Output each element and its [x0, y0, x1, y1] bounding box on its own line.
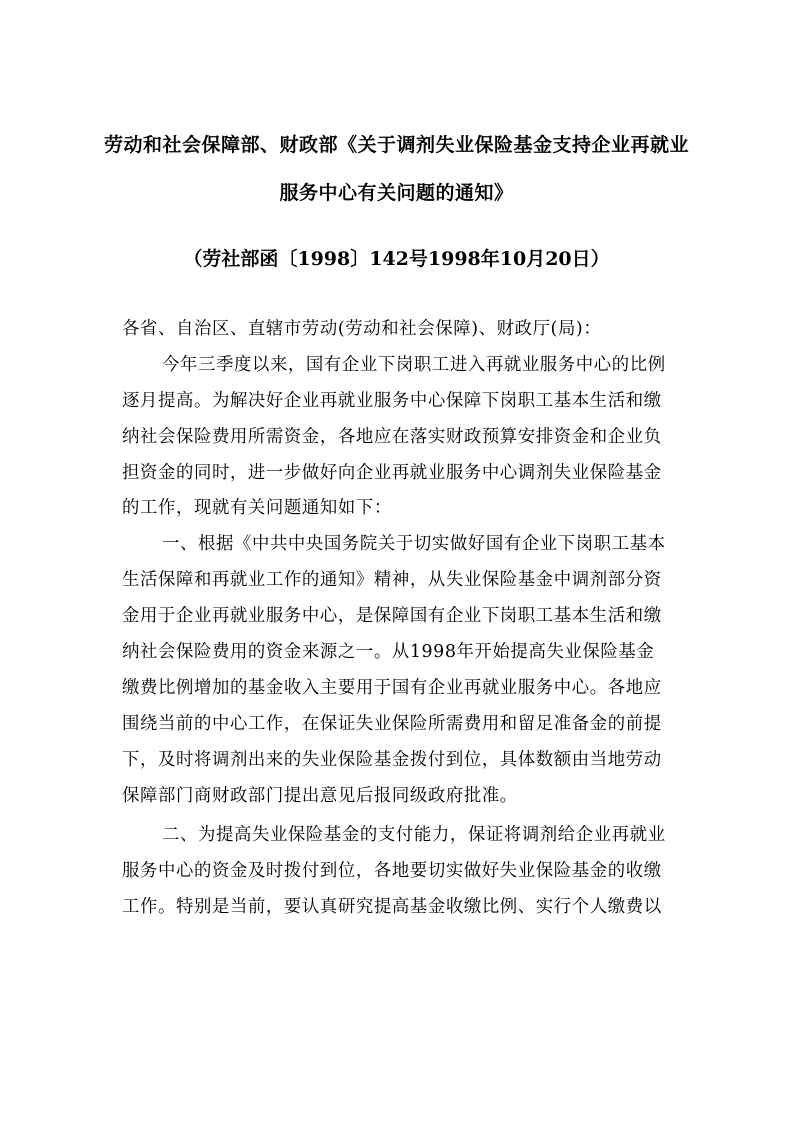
document-subtitle: （劳社部函〔1998〕142号1998年10月20日）: [183, 248, 610, 270]
paragraph-line: 下，及时将调剂出来的失业保险基金拨付到位，具体数额由当地劳动: [122, 749, 662, 770]
paragraph-line: 一、根据《中共中央国务院关于切实做好国有企业下岗职工基本: [162, 534, 666, 555]
paragraph-line: 逐月提高。为解决好企业再就业服务中心保障下岗职工基本生活和缴: [122, 390, 662, 411]
paragraph-line: 工作。特别是当前，要认真研究提高基金收缴比例、实行个人缴费以: [122, 897, 662, 918]
paragraph-line: 今年三季度以来，国有企业下岗职工进入再就业服务中心的比例: [162, 354, 666, 375]
paragraph-line: 生活保障和再就业工作的通知》精神，从失业保险基金中调剂部分资: [122, 570, 662, 591]
paragraph-1: [122, 348, 682, 527]
paragraph-line: 担资金的同时，进一步做好向企业再就业服务中心调剂失业保险基金: [122, 462, 662, 483]
document-body: [122, 312, 682, 926]
paragraph-line: 的工作，现就有关问题通知如下：: [122, 498, 392, 519]
salutation: 各省、自治区、直辖市劳动(劳动和社会保障)、财政厅(局)：: [122, 319, 602, 339]
paragraph-line: 缴费比例增加的基金收入主要用于国有企业再就业服务中心。各地应: [122, 677, 662, 698]
paragraph-line: 服务中心的资金及时拨付到位，各地要切实做好失业保险基金的收缴: [122, 861, 662, 882]
paragraph-line: 保障部门商财政部门提出意见后报同级政府批准。: [122, 785, 518, 806]
document-title-line-1: 劳动和社会保障部、财政部《关于调剂失业保险基金支持企业再就业: [103, 134, 689, 156]
paragraph-line: 金用于企业再就业服务中心，是保障国有企业下岗职工基本生活和缴: [122, 606, 662, 627]
paragraph-line: 纳社会保险费用的资金来源之一。从1998年开始提高失业保险基金: [122, 642, 655, 663]
paragraph-line: 纳社会保险费用所需资金，各地应在落实财政预算安排资金和企业负: [122, 426, 662, 447]
paragraph-2: [122, 527, 682, 814]
document-title-line-2: 服务中心有关问题的通知》: [279, 182, 514, 204]
paragraph-line: 二、为提高失业保险基金的支付能力，保证将调剂给企业再就业: [162, 825, 666, 846]
paragraph-3: [122, 818, 682, 926]
paragraph-line: 围绕当前的中心工作，在保证失业保险所需费用和留足准备金的前提: [122, 713, 662, 734]
